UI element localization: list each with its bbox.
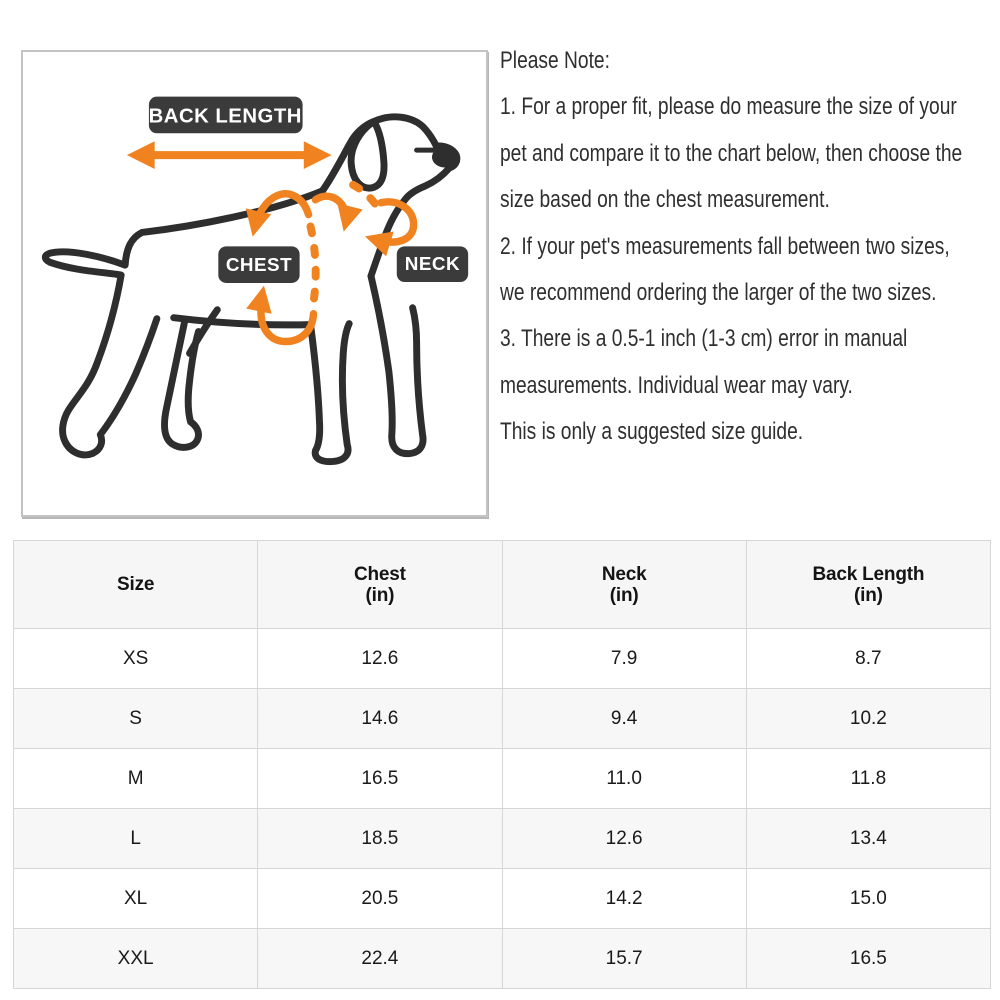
cell-neck: 14.2 <box>502 869 746 929</box>
column-header-label: Neck <box>601 563 647 585</box>
column-header-size <box>14 541 258 629</box>
note-line: size based on the chest measurement. <box>500 186 830 214</box>
cell-neck: 11.0 <box>502 749 746 809</box>
chest-girth-arc-withers <box>315 196 346 221</box>
back-length-label <box>149 97 303 134</box>
size-chart-table <box>13 540 991 989</box>
cell-neck: 7.9 <box>502 629 746 689</box>
cell-size: XXL <box>14 929 258 989</box>
header-row <box>14 541 991 629</box>
neck-label <box>397 246 468 282</box>
cell-chest: 22.4 <box>258 929 502 989</box>
cell-chest: 18.5 <box>258 809 502 869</box>
cell-size: XL <box>14 869 258 929</box>
cell-back-length: 16.5 <box>746 929 990 989</box>
cell-neck: 12.6 <box>502 809 746 869</box>
dog-measurement-diagram <box>21 50 488 517</box>
size-chart-header <box>14 541 991 629</box>
table-row-xs <box>14 629 991 689</box>
column-header-back-length <box>746 541 990 629</box>
chest-girth-arc-bottom <box>261 296 314 342</box>
cell-neck: 9.4 <box>502 689 746 749</box>
chest-label-text: CHEST <box>225 254 293 276</box>
table-row-l <box>14 809 991 869</box>
chest-girth-dashed-line <box>311 226 316 307</box>
cell-size: S <box>14 689 258 749</box>
dog-rear-leg-far <box>164 322 198 448</box>
dog-belly-line <box>174 318 311 325</box>
cell-back-length: 11.8 <box>746 749 990 809</box>
column-header-neck <box>502 541 746 629</box>
chest-girth-arc-top <box>255 194 309 227</box>
column-header-label: Chest <box>353 563 406 585</box>
note-line: 3. There is a 0.5-1 inch (1-3 cm) error in manual <box>500 325 908 353</box>
note-line: measurements. Individual wear may vary. <box>500 371 853 399</box>
dog-nose <box>432 147 459 168</box>
notes-heading: Please Note: <box>500 47 610 74</box>
cell-chest: 12.6 <box>258 629 502 689</box>
note-line: pet and compare it to the chart below, then choose the <box>500 139 963 167</box>
notes-block <box>500 38 1000 456</box>
dog-outline-drawing <box>45 117 461 462</box>
back-length-label-text: BACK LENGTH <box>148 105 302 128</box>
cell-size: M <box>14 749 258 809</box>
dog-body-back-tail <box>45 143 350 455</box>
cell-size: XS <box>14 629 258 689</box>
table-row-m <box>14 749 991 809</box>
table-row-s <box>14 689 991 749</box>
dog-diagram-svg <box>23 52 486 515</box>
column-header-unit: (in) <box>854 584 883 606</box>
column-header-label: Back Length <box>812 563 925 585</box>
cell-back-length: 10.2 <box>746 689 990 749</box>
cell-back-length: 13.4 <box>746 809 990 869</box>
dog-front-leg-near <box>371 276 423 454</box>
chest-label <box>218 246 299 283</box>
cell-chest: 20.5 <box>258 869 502 929</box>
cell-size: L <box>14 809 258 869</box>
column-header-label: Size <box>117 574 155 595</box>
note-line: 2. If your pet's measurements fall between two sizes, <box>500 232 950 260</box>
column-header-chest <box>258 541 502 629</box>
dog-front-leg-far <box>311 324 350 462</box>
column-header-unit: (in) <box>609 584 639 606</box>
neck-label-text: NECK <box>404 253 461 275</box>
cell-back-length: 8.7 <box>746 629 990 689</box>
table-row-xl <box>14 869 991 929</box>
note-line: 1. For a proper fit, please do measure the size of your <box>500 93 957 121</box>
note-line: we recommend ordering the larger of the two sizes. <box>500 279 937 307</box>
cell-back-length: 15.0 <box>746 869 990 929</box>
cell-chest: 14.6 <box>258 689 502 749</box>
table-row-xxl <box>14 929 991 989</box>
cell-neck: 15.7 <box>502 929 746 989</box>
note-line: This is only a suggested size guide. <box>500 418 804 446</box>
cell-chest: 16.5 <box>258 749 502 809</box>
column-header-unit: (in) <box>365 584 395 606</box>
